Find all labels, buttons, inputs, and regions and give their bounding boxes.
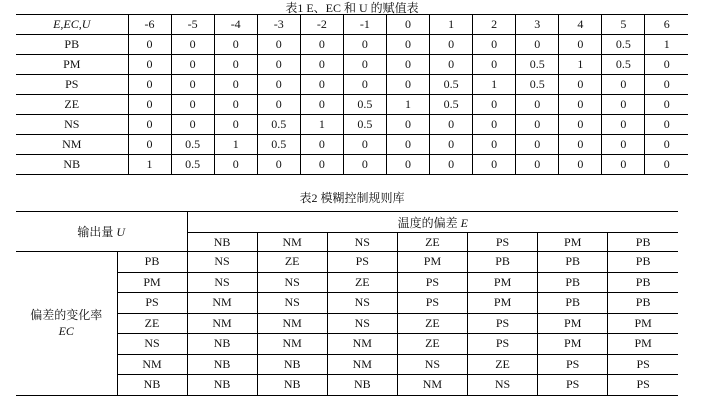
table1-cell: 0.5 bbox=[171, 135, 214, 155]
table1-cell: 0 bbox=[559, 115, 602, 135]
table2-row-label: PS bbox=[117, 293, 187, 314]
table1-cell: 0.5 bbox=[516, 55, 559, 75]
table1-cell: 0 bbox=[343, 55, 386, 75]
table2-cell: PM bbox=[468, 272, 538, 293]
table1-row-label: NB bbox=[16, 155, 128, 175]
table1-cell: 0 bbox=[300, 95, 343, 115]
fuzzy-rule-table bbox=[16, 211, 678, 396]
table2-cell: NM bbox=[257, 334, 327, 355]
table2-cell: ZE bbox=[397, 334, 467, 355]
table1-cell: 0 bbox=[473, 95, 516, 115]
table1-column-header: -3 bbox=[257, 15, 300, 35]
table1-cell: 1 bbox=[645, 35, 688, 55]
table1-column-header: -4 bbox=[214, 15, 257, 35]
table1-cell: 0 bbox=[257, 75, 300, 95]
table2-row-label: NM bbox=[117, 354, 187, 375]
table1-cell: 0 bbox=[473, 135, 516, 155]
table1-cell: 0 bbox=[257, 155, 300, 175]
table2-cell: PB bbox=[538, 252, 608, 273]
table2-cell: NB bbox=[327, 375, 397, 396]
table1-cell: 0 bbox=[559, 35, 602, 55]
table1-cell: 0 bbox=[430, 115, 473, 135]
error-header bbox=[187, 212, 678, 233]
table2-cell: ZE bbox=[468, 354, 538, 375]
table1-column-header: 1 bbox=[430, 15, 473, 35]
table2-cell: NB bbox=[257, 375, 327, 396]
table2-cell: PS bbox=[397, 293, 467, 314]
error-label: 温度的偏差 bbox=[397, 215, 461, 230]
table1-cell: 0 bbox=[386, 55, 429, 75]
table1-cell: 0 bbox=[516, 135, 559, 155]
output-header bbox=[16, 212, 187, 252]
table2-column-header: NM bbox=[257, 233, 327, 252]
table1-cell: 0 bbox=[602, 115, 645, 135]
table2-cell: PM bbox=[608, 313, 678, 334]
table1-cell: 0 bbox=[171, 35, 214, 55]
table1-row bbox=[16, 155, 688, 175]
table1-caption: 表1 E、EC 和 U 的赋值表 bbox=[285, 1, 419, 15]
table2-cell: PM bbox=[468, 293, 538, 314]
table1-cell: 0 bbox=[645, 55, 688, 75]
table1-cell: 0 bbox=[645, 95, 688, 115]
table1-column-header: 6 bbox=[645, 15, 688, 35]
table1-column-header: 3 bbox=[516, 15, 559, 35]
output-label: 输出量 bbox=[77, 225, 117, 239]
table1-cell: 0 bbox=[386, 75, 429, 95]
output-symbol: U bbox=[116, 225, 126, 239]
rate-label: 偏差的变化率 bbox=[30, 308, 103, 323]
table2-column-header: NB bbox=[187, 233, 257, 252]
table1-cell: 0 bbox=[602, 155, 645, 175]
table2-column-header: NS bbox=[327, 233, 397, 252]
table1-cell: 0 bbox=[343, 155, 386, 175]
table2-cell: PS bbox=[468, 334, 538, 355]
table1-cell: 0 bbox=[214, 155, 257, 175]
table2-row-label: NS bbox=[117, 334, 187, 355]
table1-row-label: PM bbox=[16, 55, 128, 75]
table1-row-label: NS bbox=[16, 115, 128, 135]
table1-cell: 0 bbox=[516, 95, 559, 115]
table2-cell: PB bbox=[538, 293, 608, 314]
table1-cell: 0 bbox=[559, 155, 602, 175]
table2-cell: PS bbox=[397, 272, 467, 293]
table2-cell: PS bbox=[538, 354, 608, 375]
table1-cell: 0 bbox=[473, 155, 516, 175]
table2-cell: PB bbox=[468, 252, 538, 273]
table1-column-header: -1 bbox=[343, 15, 386, 35]
table1-cell: 1 bbox=[386, 95, 429, 115]
rate-symbol: EC bbox=[58, 324, 74, 339]
table2-column-header: PS bbox=[468, 233, 538, 252]
table1-cell: 0 bbox=[214, 115, 257, 135]
table2-cell: PB bbox=[608, 252, 678, 273]
table1-cell: 0 bbox=[516, 155, 559, 175]
table1-cell: 0 bbox=[645, 155, 688, 175]
table1-cell: 0 bbox=[559, 75, 602, 95]
table2-cell: PB bbox=[608, 293, 678, 314]
table2-cell: NS bbox=[397, 354, 467, 375]
table2-row-label: PM bbox=[117, 272, 187, 293]
table1-cell: 0.5 bbox=[516, 75, 559, 95]
table2-column-header: ZE bbox=[397, 233, 467, 252]
table2-cell: NM bbox=[187, 313, 257, 334]
table1-cell: 0.5 bbox=[430, 95, 473, 115]
table1-cell: 0 bbox=[257, 95, 300, 115]
table1-cell: 1 bbox=[128, 155, 171, 175]
membership-table bbox=[16, 14, 688, 175]
table1-cell: 0 bbox=[602, 95, 645, 115]
table1-cell: 0 bbox=[171, 115, 214, 135]
table1-cell: 0.5 bbox=[171, 155, 214, 175]
table2-column-header: PB bbox=[608, 233, 678, 252]
table1-cell: 1 bbox=[300, 115, 343, 135]
table1-cell: 0 bbox=[214, 55, 257, 75]
table1-cell: 0 bbox=[602, 135, 645, 155]
table1-row bbox=[16, 95, 688, 115]
table2-cell: PM bbox=[538, 334, 608, 355]
table1-cell: 0 bbox=[386, 135, 429, 155]
table1-cell: 0 bbox=[128, 35, 171, 55]
table2-cell: NS bbox=[327, 293, 397, 314]
table2-cell: NS bbox=[257, 272, 327, 293]
table1-cell: 0.5 bbox=[257, 135, 300, 155]
table2-row-label: PB bbox=[117, 252, 187, 273]
table2-cell: NS bbox=[187, 252, 257, 273]
table2-cell: PS bbox=[608, 375, 678, 396]
table1-column-header: -5 bbox=[171, 15, 214, 35]
table2-cell: NM bbox=[327, 334, 397, 355]
table2-cell: ZE bbox=[397, 313, 467, 334]
table1-cell: 0 bbox=[128, 75, 171, 95]
table1-cell: 0.5 bbox=[602, 35, 645, 55]
table1-cell: 0 bbox=[171, 55, 214, 75]
table2-cell: NB bbox=[187, 334, 257, 355]
table2-cell: PM bbox=[397, 252, 467, 273]
table1-row-label: PS bbox=[16, 75, 128, 95]
table2-cell: PM bbox=[608, 334, 678, 355]
table1-cell: 0 bbox=[300, 35, 343, 55]
table1-row-label: ZE bbox=[16, 95, 128, 115]
table1-cell: 0 bbox=[128, 135, 171, 155]
table1-row-label: PB bbox=[16, 35, 128, 55]
table1-cell: 0 bbox=[645, 75, 688, 95]
table1-cell: 0 bbox=[257, 55, 300, 75]
table1-column-header: 4 bbox=[559, 15, 602, 35]
table1-cell: 0.5 bbox=[602, 55, 645, 75]
table2-cell: NS bbox=[257, 293, 327, 314]
table2-column-header: PM bbox=[538, 233, 608, 252]
table1-cell: 0 bbox=[214, 75, 257, 95]
table2-row bbox=[16, 252, 678, 273]
table1-cell: 0 bbox=[473, 115, 516, 135]
table2-cell: NM bbox=[397, 375, 467, 396]
table1-row bbox=[16, 115, 688, 135]
table1-cell: 0 bbox=[300, 75, 343, 95]
table2-cell: NM bbox=[187, 293, 257, 314]
table1-cell: 1 bbox=[559, 55, 602, 75]
table1-column-header: 5 bbox=[602, 15, 645, 35]
table1-cell: 1 bbox=[214, 135, 257, 155]
table1-column-header: 2 bbox=[473, 15, 516, 35]
table1-cell: 0 bbox=[473, 55, 516, 75]
table2-cell: PS bbox=[538, 375, 608, 396]
table1-row bbox=[16, 35, 688, 55]
table1-cell: 0 bbox=[473, 35, 516, 55]
table1-cell: 0 bbox=[430, 55, 473, 75]
table1-cell: 0 bbox=[128, 95, 171, 115]
table2-cell: ZE bbox=[257, 252, 327, 273]
table1-cell: 1 bbox=[473, 75, 516, 95]
table1-cell: 0.5 bbox=[430, 75, 473, 95]
table2-cell: PB bbox=[538, 272, 608, 293]
table2-cell: NM bbox=[327, 354, 397, 375]
table1-cell: 0 bbox=[386, 115, 429, 135]
error-symbol: E bbox=[460, 215, 468, 230]
table1-cell: 0 bbox=[257, 35, 300, 55]
table2-cell: NB bbox=[187, 354, 257, 375]
table1-cell: 0.5 bbox=[343, 115, 386, 135]
table1-cell: 0 bbox=[516, 35, 559, 55]
table1-corner-header: E,EC,U bbox=[53, 17, 91, 31]
table1-cell: 0 bbox=[430, 135, 473, 155]
table1-cell: 0 bbox=[645, 135, 688, 155]
table1-row bbox=[16, 55, 688, 75]
table1-cell: 0 bbox=[386, 35, 429, 55]
table1-cell: 0 bbox=[645, 115, 688, 135]
table2-caption: 表2 模糊控制规则库 bbox=[299, 191, 405, 205]
table2-cell: NM bbox=[257, 313, 327, 334]
table1-cell: 0 bbox=[430, 35, 473, 55]
table2-cell: PM bbox=[538, 313, 608, 334]
table2-row-label: ZE bbox=[117, 313, 187, 334]
table1-column-header: -6 bbox=[128, 15, 171, 35]
table1-cell: 0 bbox=[128, 115, 171, 135]
table1-cell: 0 bbox=[171, 75, 214, 95]
table2-cell: NB bbox=[257, 354, 327, 375]
table1-row bbox=[16, 75, 688, 95]
table2-cell: NS bbox=[187, 272, 257, 293]
table2-cell: PS bbox=[327, 252, 397, 273]
table1-cell: 0 bbox=[559, 135, 602, 155]
table1-cell: 0.5 bbox=[257, 115, 300, 135]
table2-cell: ZE bbox=[327, 272, 397, 293]
table1-header-row bbox=[16, 15, 688, 35]
table1-cell: 0 bbox=[171, 95, 214, 115]
table1-cell: 0 bbox=[386, 155, 429, 175]
table1-column-header: 0 bbox=[386, 15, 429, 35]
table1-cell: 0 bbox=[343, 35, 386, 55]
table1-cell: 0 bbox=[214, 35, 257, 55]
table1-row bbox=[16, 135, 688, 155]
table1-column-header: -2 bbox=[300, 15, 343, 35]
table1-cell: 0 bbox=[214, 95, 257, 115]
table1-cell: 0 bbox=[602, 75, 645, 95]
table2-header-row bbox=[16, 212, 678, 233]
table2-cell: NS bbox=[327, 313, 397, 334]
table1-row-label: NM bbox=[16, 135, 128, 155]
table1-cell: 0 bbox=[128, 55, 171, 75]
table1-cell: 0 bbox=[559, 95, 602, 115]
table1-cell: 0 bbox=[300, 55, 343, 75]
rate-header bbox=[16, 252, 117, 396]
table1-cell: 0 bbox=[516, 115, 559, 135]
table2-cell: PS bbox=[608, 354, 678, 375]
table1-cell: 0 bbox=[430, 155, 473, 175]
table1-cell: 0 bbox=[300, 135, 343, 155]
table2-cell: NS bbox=[468, 375, 538, 396]
table1-cell: 0.5 bbox=[343, 95, 386, 115]
table2-row-label: NB bbox=[117, 375, 187, 396]
table2-cell: PS bbox=[468, 313, 538, 334]
table1-cell: 0 bbox=[343, 75, 386, 95]
table1-cell: 0 bbox=[300, 155, 343, 175]
table2-cell: NB bbox=[187, 375, 257, 396]
table2-cell: PB bbox=[608, 272, 678, 293]
table1-cell: 0 bbox=[343, 135, 386, 155]
